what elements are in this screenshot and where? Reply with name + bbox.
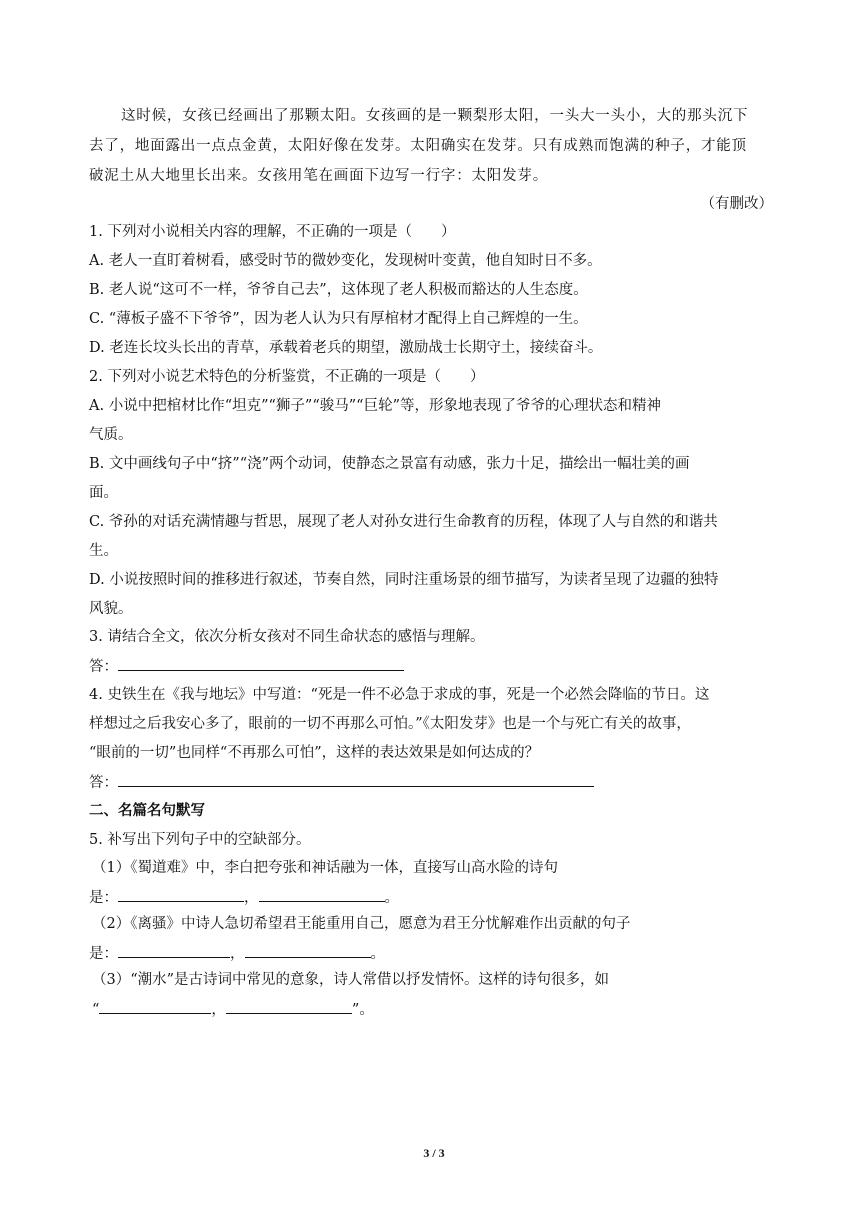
item2-comma: ，: [230, 946, 245, 962]
q2-option-c-line1: C. 爷孙的对话充满情趣与哲思，展现了老人对孙女进行生命教育的历程，体现了人与自然的和谐共: [89, 514, 718, 530]
q5-item-1: （1）《蜀道难》中，李白把夸张和神话融为一体，直接写山高水险的诗句: [92, 860, 558, 876]
section-heading: 二、名篇名句默写: [89, 803, 205, 819]
q4-answer-row: [89, 772, 594, 793]
q5-3-blank-b[interactable]: [226, 999, 352, 1014]
q2-option-b-line2: 面。: [89, 485, 118, 501]
item1-comma: ，: [244, 890, 259, 906]
q3-stem: 3. 请结合全文，依次分析女孩对不同生命状态的感悟与理解。: [89, 629, 485, 645]
q5-item-3: （3）“潮水”是古诗词中常见的意象，诗人常借以抒发情怀。这样的诗句很多，如: [92, 972, 610, 988]
q1-option-a: A. 老人一直盯着树看，感受时节的微妙变化，发现树叶变黄，他自知时日不多。: [89, 253, 602, 269]
q5-1-blank-b[interactable]: [259, 887, 385, 902]
q5-item-1-answer-row: [89, 887, 399, 908]
story-line-3: 破泥土从大地里长出来。女孩用笔在画面下边写一行字：太阳发芽。: [89, 168, 548, 184]
q5-stem: 5. 补写出下列句子中的空缺部分。: [89, 832, 311, 848]
q2-option-c-line2: 生。: [89, 543, 118, 559]
q3-answer-row: [89, 656, 404, 677]
q5-2-blank-b[interactable]: [245, 943, 371, 958]
edit-note: （有删改）: [700, 196, 773, 212]
item2-prefix: 是：: [89, 946, 118, 962]
q2-option-d-line2: 风貌。: [89, 601, 133, 617]
q2-option-a-line1: A. 小说中把棺材比作“坦克”“狮子”“骏马”“巨轮”等，形象地表现了爷爷的心理状态和精神: [89, 398, 661, 414]
story-line-1: 这时候，女孩已经画出了那颗太阳。女孩画的是一颗梨形太阳，一头大一头小，大的那头沉下: [121, 108, 749, 124]
item1-period: 。: [384, 890, 399, 906]
q5-item-2: （2）《离骚》中诗人急切希望君王能重用自己，愿意为君王分忧解难作出贡献的句子: [92, 916, 631, 932]
item3-comma: ，: [211, 1002, 226, 1018]
item1-prefix: 是：: [89, 890, 118, 906]
q2-stem: 2. 下列对小说艺术特色的分析鉴赏，不正确的一项是（ ）: [89, 369, 485, 385]
q5-1-blank-a[interactable]: [118, 887, 244, 902]
q1-option-d: D. 老连长坟头长出的青草，承载着老兵的期望，激励战士长期守土，接续奋斗。: [89, 340, 603, 356]
q1-option-c: C. “薄板子盛不下爷爷”，因为老人认为只有厚棺材才配得上自己辉煌的一生。: [89, 311, 588, 327]
q4-line-2: 样想过之后我安心多了，眼前的一切不再那么可怕。”《太阳发芽》也是一个与死亡有关的故事，: [89, 716, 691, 732]
item2-period: 。: [370, 946, 385, 962]
q4-answer-label: 答：: [89, 775, 118, 791]
q5-2-blank-a[interactable]: [118, 943, 230, 958]
item3-close-quote: ”。: [351, 1002, 374, 1018]
q1-stem: 1. 下列对小说相关内容的理解，不正确的一项是（ ）: [89, 224, 456, 240]
q4-line-3: “眼前的一切”也同样“不再那么可怕”，这样的表达效果是如何达成的？: [89, 745, 540, 761]
q2-option-b-line1: B. 文中画线句子中“挤”“浇”两个动词，使静态之景富有动感，张力十足，描绘出一幅壮美的画: [89, 456, 690, 472]
q5-item-2-answer-row: [89, 943, 385, 964]
page-number: 3 / 3: [423, 1146, 445, 1160]
q2-option-a-line2: 气质。: [89, 427, 133, 443]
q5-item-3-answer-row: [92, 999, 374, 1020]
q1-option-b: B. 老人说“这可不一样，爷爷自己去”，这体现了老人积极而豁达的人生态度。: [89, 282, 588, 298]
q3-answer-blank[interactable]: [118, 656, 404, 671]
q4-line-1: 4. 史铁生在《我与地坛》中写道：“死是一件不必急于求成的事，死是一个必然会降临的节日。这: [89, 687, 710, 703]
q3-answer-label: 答：: [89, 659, 118, 675]
story-line-2: 去了，地面露出一点点金黄，太阳好像在发芽。太阳确实在发芽。只有成熟而饱满的种子，才能顶: [89, 138, 747, 154]
item3-open-quote: “: [92, 1002, 100, 1018]
q5-3-blank-a[interactable]: [99, 999, 211, 1014]
q2-option-d-line1: D. 小说按照时间的推移进行叙述，节奏自然，同时注重场景的细节描写，为读者呈现了边疆的独特: [89, 572, 719, 588]
q4-answer-blank[interactable]: [118, 772, 594, 787]
